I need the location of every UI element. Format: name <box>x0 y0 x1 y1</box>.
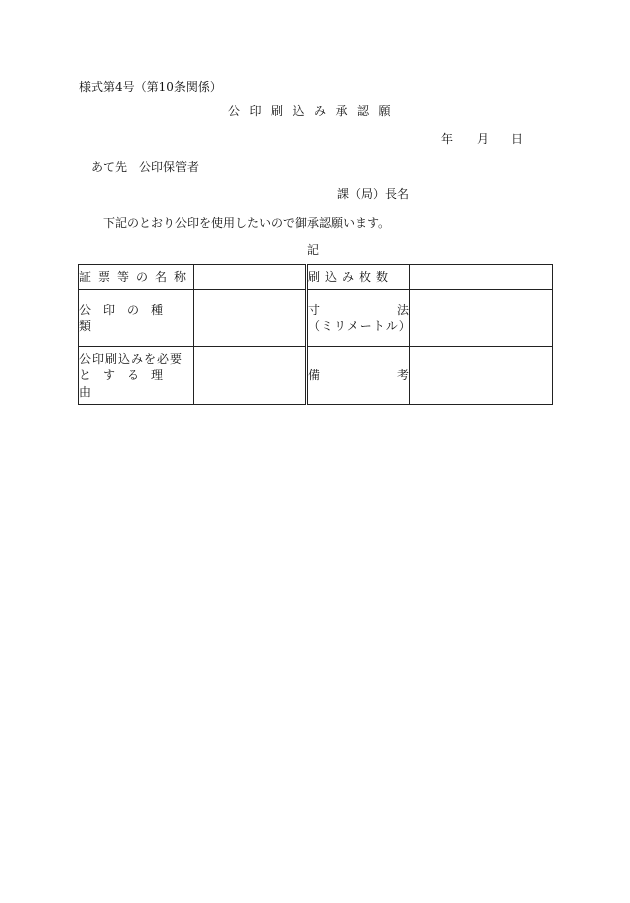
size-label-part1: 寸 <box>308 302 321 317</box>
print-count-field[interactable] <box>410 265 553 290</box>
size-field[interactable] <box>410 290 553 347</box>
reason-label-line2: とする理由 <box>79 368 176 399</box>
reason-field[interactable] <box>194 347 307 405</box>
date-year-label: 年 <box>441 132 454 146</box>
seal-type-field[interactable] <box>194 290 307 347</box>
date-day-label: 日 <box>511 132 524 146</box>
size-label <box>307 290 410 347</box>
certificate-name-label: 証票等の名称 <box>79 265 194 290</box>
table-row <box>79 265 553 290</box>
print-count-label: 刷込み枚数 <box>307 265 410 290</box>
date-month-label: 月 <box>477 132 490 146</box>
remarks-label <box>307 347 410 405</box>
remarks-label-part1: 備 <box>308 368 321 383</box>
seal-type-label: 公印の種類 <box>79 290 194 347</box>
document-title: 公印刷込み承認願 <box>228 104 401 118</box>
addressee-label: あて先 <box>91 160 128 174</box>
certificate-name-field[interactable] <box>194 265 307 290</box>
addressee-name: 公印保管者 <box>139 160 200 174</box>
request-text: 下記のとおり公印を使用したいので御承認願います。 <box>103 216 391 230</box>
form-number: 様式第4号（第10条関係） <box>79 80 222 94</box>
ki-heading: 記 <box>307 243 320 257</box>
reason-label-line1: 公印刷込みを必要 <box>79 352 184 367</box>
table-row <box>79 290 553 347</box>
table-row <box>79 347 553 405</box>
application-table <box>78 264 553 405</box>
size-unit-label: （ミリメートル） <box>308 319 412 333</box>
remarks-field[interactable] <box>410 347 553 405</box>
remarks-label-part2: 考 <box>396 368 409 383</box>
reason-label <box>79 347 194 405</box>
size-label-part2: 法 <box>396 302 409 317</box>
applicant-title: 課（局）長名 <box>337 187 410 201</box>
